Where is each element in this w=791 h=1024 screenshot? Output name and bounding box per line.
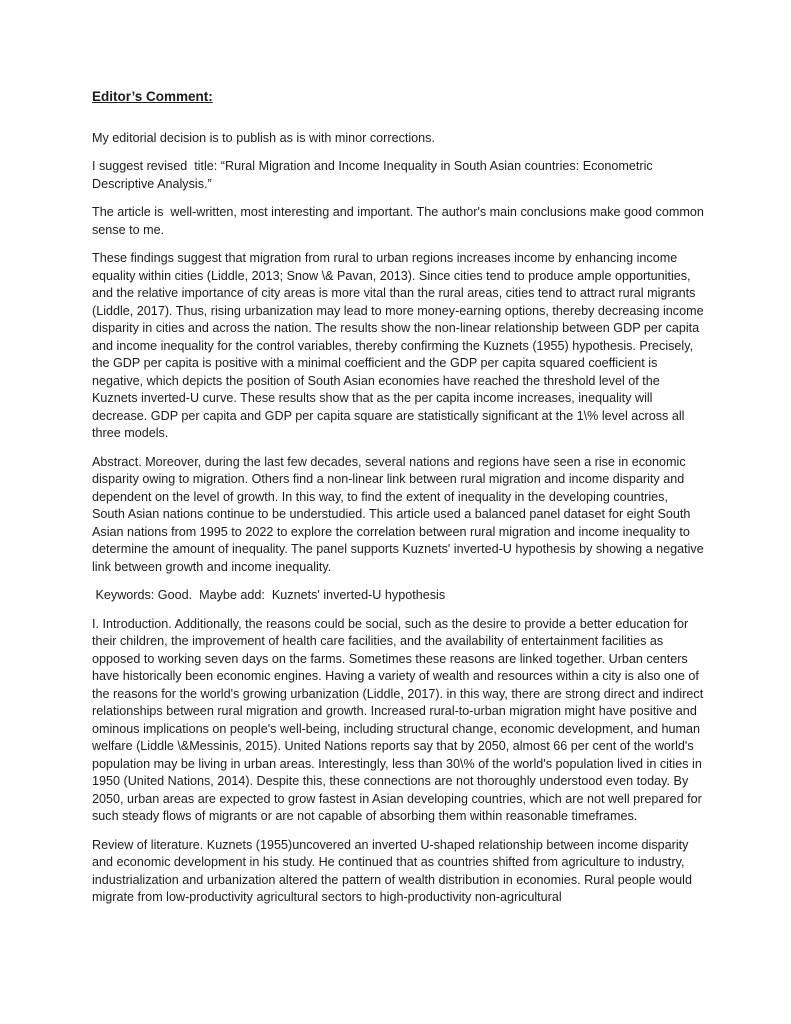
- paragraph-abstract: Abstract. Moreover, during the last few decades, several nations and regions have seen a rise in economic disparity owing to migration. Others find a non-linear link between rural migration and income disparity and dependent on the level of growth. In this way, to find the extent of inequality in the developing countries, South Asian nations continue to be understudied. This article used a balanced panel dataset for eight South Asian nations from 1995 to 2022 to explore the correlation between rural migration and income inequality to determine the amount of inequality. The panel supports Kuznets' inverted-U hypothesis by showing a negative link between growth and income inequality.: [92, 454, 708, 574]
- paragraph-article-assessment: The article is well-written, most interesting and important. The author's main conclusions make good common sense to me.: [92, 205, 708, 237]
- document-content: [92, 88, 708, 918]
- paragraph-introduction: I. Introduction. Additionally, the reasons could be social, such as the desire to provide a better education for their children, the improvement of health care facilities, and the availability of entertainment facilities as opposed to working seven days on the farms. Sometimes these reasons are linked together. Urban centers have historically been economic engines. Having a variety of wealth and resources within a city is also one of the reasons for the world's growing urbanization (Liddle, 2017). in this way, there are strong direct and indirect relationships between rural migration and growth. Increased rural-to-urban migration might have positive and ominous implications on people's well-being, including structural change, economic development, and human welfare (Liddle \&Messinis, 2015). United Nations reports say that by 2050, almost 66 per cent of the world's population may be living in urban areas. Interestingly, less than 30\% of the world's population lived in cities in 1950 (United Nations, 2014). Despite this, these connections are not thoroughly understood even today. By 2050, urban areas are expected to grow fastest in Asian developing countries, which are not well prepared for such steady flows of migrants or are not capable of absorbing them within reasonable timeframes.: [92, 616, 707, 823]
- paragraph-literature-review: Review of literature. Kuznets (1955)uncovered an inverted U-shaped relationship between income disparity and economic development in his study. He continued that as countries shifted from agriculture to industry, industrialization and urbanization altered the pattern of wealth distribution in economies. Rural people would migrate from low-productivity agricultural sectors to high-productivity non-agricultural: [92, 837, 696, 904]
- paragraph-findings: These findings suggest that migration from rural to urban regions increases income by enhancing income equality within cities (Liddle, 2013; Snow \& Pavan, 2013). Since cities tend to produce ample opportunities, and the relative importance of city areas is more vital than the rural areas, cities tend to attract rural migrants (Liddle, 2017). Thus, rising urbanization may lead to more money-earning options, thereby decreasing income disparity in cities and across the nation. The results show the non-linear relationship between GDP per capita and income inequality for the control variables, thereby confirming the Kuznets (1955) hypothesis. Precisely, the GDP per capita is positive with a minimal coefficient and the GDP per capita squared coefficient is negative, which depicts the position of South Asian economies have reached the threshold level of the Kuznets inverted-U curve. These results show that as the per capita income increases, inequality will decrease. GDP per capita and GDP per capita square are statistically significant at the 1\% level across all three models.: [92, 251, 708, 440]
- paragraph-keywords: Keywords: Good. Maybe add: Kuznets' inverted-U hypothesis: [92, 588, 446, 602]
- editor-comment-heading: Editor’s Comment:: [92, 89, 213, 104]
- paragraph-suggested-title: I suggest revised title: “Rural Migration and Income Inequality in South Asian countries: Econometric Descriptive Analysis.”: [92, 159, 657, 191]
- paragraph-editorial-decision: My editorial decision is to publish as is with minor corrections.: [92, 130, 435, 145]
